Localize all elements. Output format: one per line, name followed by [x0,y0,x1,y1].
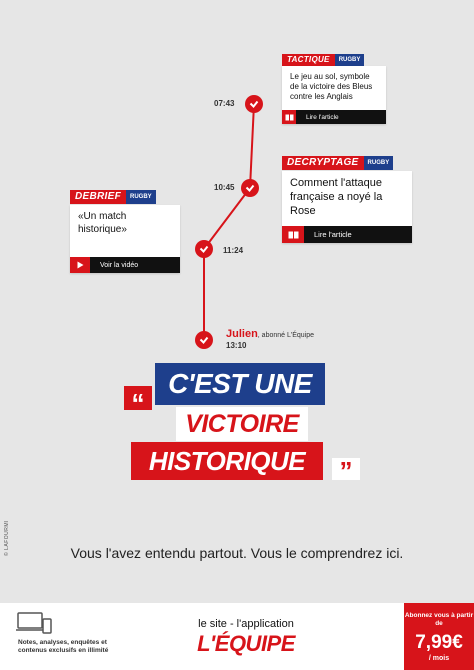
event-category: DEBRIEF [70,190,126,204]
photo-credit: © LAFOURMI [4,520,10,556]
event-time: 10:45 [214,183,235,192]
subscription-footer [0,603,474,670]
quote-line: HISTORIQUE [131,442,323,480]
read-article-link[interactable] [282,226,412,243]
event-time: 07:43 [214,99,235,108]
offer-panel[interactable] [404,603,474,670]
offer-period: / mois [428,655,450,662]
close-quote-mark: ” [332,458,360,480]
event-tag [70,191,156,203]
event-tag [282,157,393,169]
event-category: TACTIQUE [282,54,335,66]
video-title: «Un match historique» [78,211,127,235]
read-article-label: Lire l'article [314,230,352,239]
event-sport: RUGBY [364,156,394,170]
brand-logo: L'ÉQUIPE [197,631,295,656]
read-article-label: Lire l'article [306,113,339,121]
article-title: Comment l'attaque française a noyé la Rose [290,177,383,217]
event-sport: RUGBY [335,54,365,66]
book-icon [282,226,304,243]
timeline-check-icon [195,331,213,349]
quote-line: VICTOIRE [176,407,308,441]
watch-video-label: Voir la vidéo [100,261,139,269]
reader-info [226,324,314,342]
features-text: Notes, analyses, enquêtes et contenus exclusifs en illimité [18,639,109,655]
reader-name: Julien [226,328,258,340]
article-card[interactable] [282,66,386,124]
book-icon [282,110,296,124]
devices-icon [16,612,52,639]
offer-price: 7,99€ [415,632,463,653]
timeline-check-icon [245,95,263,113]
play-icon [70,257,90,273]
article-card[interactable] [282,171,412,243]
timeline-check-icon [195,240,213,258]
event-sport: RUGBY [126,190,156,204]
event-time: 11:24 [223,246,244,255]
tagline: Vous l'avez entendu partout. Vous le comprendrez ici. [70,545,404,561]
reader-role: , abonné L'Équipe [257,332,315,339]
open-quote-mark: “ [124,386,152,410]
reader-time: 13:10 [226,341,247,350]
channels-text: le site - l'application [198,618,294,630]
offer-prefix: Abonnez vous à partir de [404,612,474,627]
quote-line: C'EST UNE [155,363,325,405]
video-card[interactable] [70,205,180,273]
event-tag [282,54,364,66]
watch-video-link[interactable] [70,257,180,273]
timeline-check-icon [241,179,259,197]
read-article-link[interactable] [282,110,386,124]
event-category: DECRYPTAGE [282,156,364,170]
article-title: Le jeu au sol, symbole de la victoire des Bleus contre les Anglais [290,72,373,101]
